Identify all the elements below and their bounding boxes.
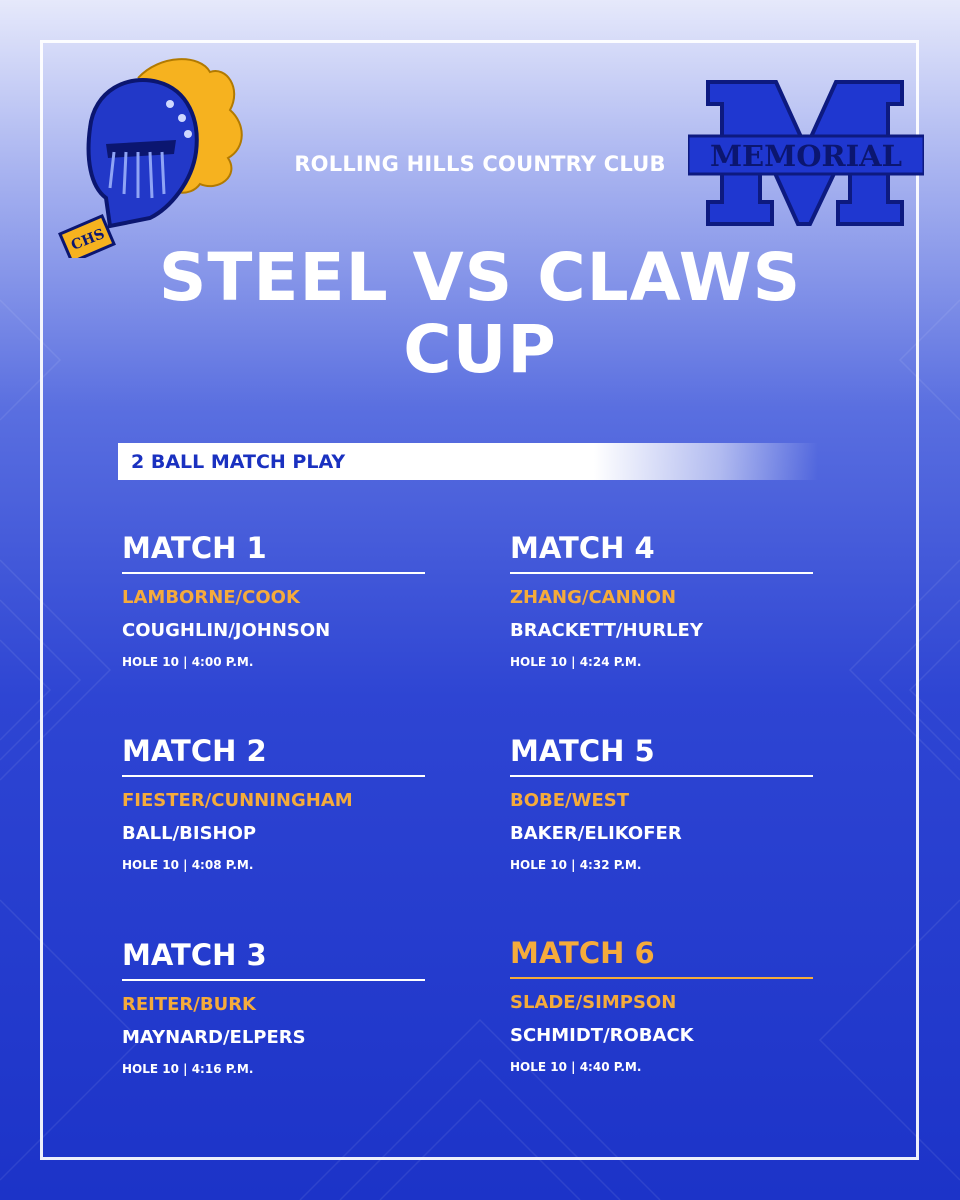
match-time: HOLE 10 | 4:32 P.M. [510, 858, 642, 872]
match-divider [122, 775, 425, 777]
format-label: 2 BALL MATCH PLAY [131, 451, 346, 473]
match-title: MATCH 5 [510, 734, 655, 768]
match-time: HOLE 10 | 4:08 P.M. [122, 858, 254, 872]
event-title-line-2: CUP [403, 311, 557, 388]
match-time: HOLE 10 | 4:00 P.M. [122, 655, 254, 669]
match-card-2 [122, 733, 427, 875]
match-card-1 [122, 530, 427, 672]
match-card-5 [510, 733, 815, 875]
match-team-memorial: COUGHLIN/JOHNSON [122, 620, 331, 641]
match-divider [122, 979, 425, 981]
match-team-memorial: BALL/BISHOP [122, 823, 257, 844]
match-divider [510, 572, 813, 574]
match-title: MATCH 4 [510, 531, 655, 565]
match-card-6 [510, 935, 815, 1077]
match-time: HOLE 10 | 4:40 P.M. [510, 1060, 642, 1074]
match-card-4 [510, 530, 815, 672]
match-time: HOLE 10 | 4:24 P.M. [510, 655, 642, 669]
match-team-chs: BOBE/WEST [510, 790, 630, 811]
match-card-3 [122, 937, 427, 1079]
memorial-logo-text: MEMORIAL [709, 139, 903, 173]
match-team-chs: ZHANG/CANNON [510, 587, 677, 608]
event-title-line-1: STEEL VS CLAWS [158, 239, 802, 316]
match-time: HOLE 10 | 4:16 P.M. [122, 1062, 254, 1076]
match-divider [510, 977, 813, 979]
match-team-memorial: BRACKETT/HURLEY [510, 620, 703, 641]
match-title: MATCH 2 [122, 734, 267, 768]
match-team-chs: FIESTER/CUNNINGHAM [122, 790, 353, 811]
match-title: MATCH 3 [122, 938, 267, 972]
match-title: MATCH 6 [510, 936, 655, 970]
chs-logo-text: CHS [69, 226, 107, 254]
format-banner [118, 443, 818, 480]
match-team-chs: LAMBORNE/COOK [122, 587, 300, 608]
match-team-chs: SLADE/SIMPSON [510, 992, 677, 1013]
match-title: MATCH 1 [122, 531, 267, 565]
match-divider [510, 775, 813, 777]
match-team-memorial: MAYNARD/ELPERS [122, 1027, 306, 1048]
match-divider [122, 572, 425, 574]
match-team-chs: REITER/BURK [122, 994, 257, 1015]
venue-name: ROLLING HILLS COUNTRY CLUB [294, 152, 666, 176]
match-team-memorial: SCHMIDT/ROBACK [510, 1025, 694, 1046]
match-team-memorial: BAKER/ELIKOFER [510, 823, 682, 844]
